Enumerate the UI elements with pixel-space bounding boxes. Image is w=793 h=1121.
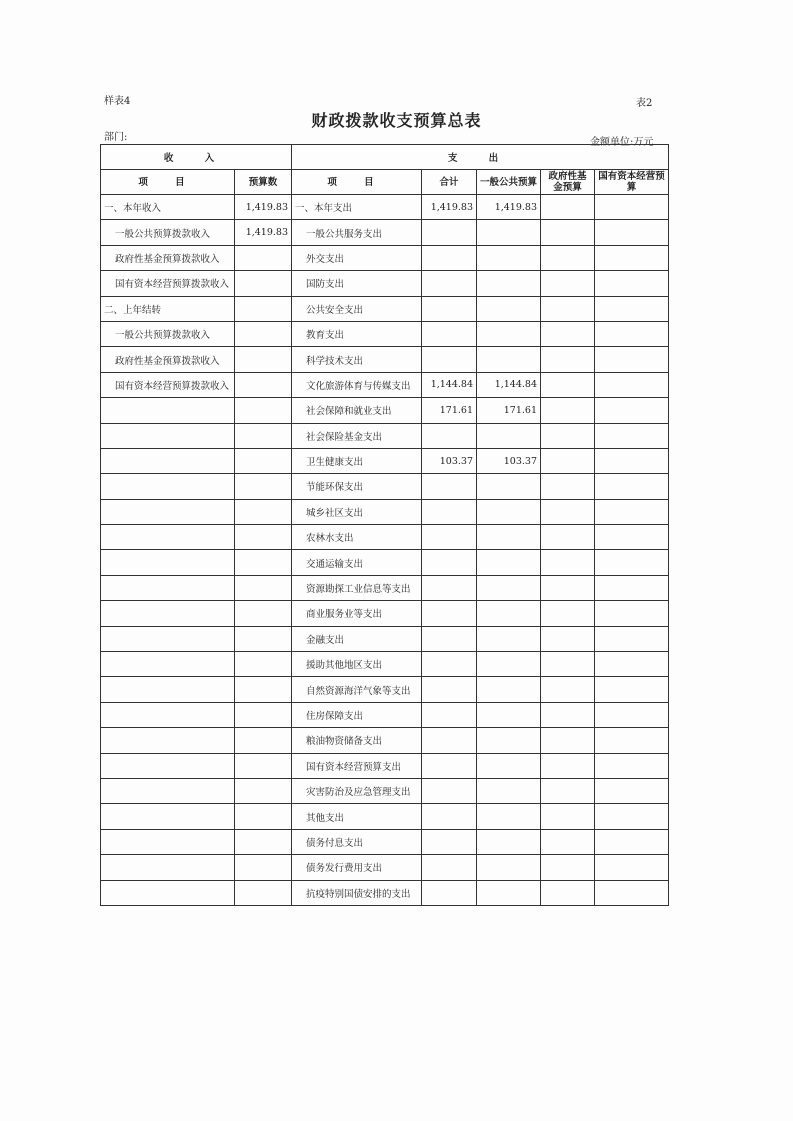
income-amount: [235, 829, 292, 854]
expense-general: 171.61: [477, 398, 541, 423]
income-amount: [235, 677, 292, 702]
income-amount: [235, 372, 292, 397]
income-item: 一般公共预算拨款收入: [101, 321, 235, 346]
income-item: [101, 499, 235, 524]
expense-total: [422, 423, 477, 448]
department-label: 部门:: [104, 132, 128, 143]
income-amount: [235, 499, 292, 524]
income-amount: [235, 753, 292, 778]
table-number: 表2: [636, 98, 653, 109]
expense-general: [477, 525, 541, 550]
income-amount: [235, 652, 292, 677]
income-item: 一、本年收入: [101, 195, 235, 220]
income-amount: 1,419.83: [235, 195, 292, 220]
expense-item: 一、本年支出: [292, 195, 422, 220]
table-row: [101, 753, 669, 778]
expense-gov-fund: [541, 398, 595, 423]
expense-item: 教育支出: [292, 321, 422, 346]
expense-state-capital: [595, 702, 669, 727]
expense-general: 103.37: [477, 448, 541, 473]
income-item: [101, 753, 235, 778]
expense-general: [477, 626, 541, 651]
expense-general: [477, 652, 541, 677]
expense-state-capital: [595, 855, 669, 880]
income-amount: [235, 398, 292, 423]
budget-table: [100, 144, 669, 906]
expense-state-capital: [595, 271, 669, 296]
expense-state-capital: [595, 220, 669, 245]
income-item: [101, 880, 235, 905]
expense-total: [422, 575, 477, 600]
income-amount: [235, 702, 292, 727]
expense-state-capital: [595, 398, 669, 423]
income-amount: [235, 347, 292, 372]
expense-gov-fund: [541, 525, 595, 550]
table-row: [101, 296, 669, 321]
expense-gov-fund: [541, 652, 595, 677]
income-item: 一般公共预算拨款收入: [101, 220, 235, 245]
expense-general: [477, 271, 541, 296]
expense-total: [422, 778, 477, 803]
expense-gov-fund: [541, 601, 595, 626]
income-amount: [235, 728, 292, 753]
expense-gov-fund: [541, 271, 595, 296]
expense-state-capital: [595, 601, 669, 626]
expense-item: 节能环保支出: [292, 474, 422, 499]
expense-state-capital: [595, 804, 669, 829]
income-item: [101, 525, 235, 550]
income-amount: [235, 626, 292, 651]
expense-state-capital: [595, 347, 669, 372]
expense-item: 其他支出: [292, 804, 422, 829]
table-row: [101, 499, 669, 524]
col-expense-item: 项 目: [292, 170, 422, 195]
expense-total: [422, 474, 477, 499]
expense-item: 卫生健康支出: [292, 448, 422, 473]
expense-total: [422, 829, 477, 854]
table-row: [101, 220, 669, 245]
expense-total: 171.61: [422, 398, 477, 423]
unit-label: 金额单位:万元: [590, 137, 654, 148]
income-amount: [235, 245, 292, 270]
expense-general: [477, 829, 541, 854]
expense-general: [477, 321, 541, 346]
table-row: [101, 652, 669, 677]
expense-general: [477, 245, 541, 270]
expense-gov-fund: [541, 195, 595, 220]
income-item: [101, 423, 235, 448]
expense-state-capital: [595, 677, 669, 702]
income-amount: [235, 474, 292, 499]
expense-item: 债务发行费用支出: [292, 855, 422, 880]
income-amount: [235, 525, 292, 550]
income-item: [101, 626, 235, 651]
expense-state-capital: [595, 474, 669, 499]
income-item: [101, 550, 235, 575]
expense-gov-fund: [541, 321, 595, 346]
income-amount: 1,419.83: [235, 220, 292, 245]
expense-item: 外交支出: [292, 245, 422, 270]
expense-total: [422, 652, 477, 677]
expense-state-capital: [595, 245, 669, 270]
expense-total: [422, 728, 477, 753]
expense-item: 资源勘探工业信息等支出: [292, 575, 422, 600]
expense-item: 抗疫特别国债安排的支出: [292, 880, 422, 905]
expense-general: [477, 677, 541, 702]
income-item: [101, 652, 235, 677]
expense-general: [477, 474, 541, 499]
table-row: [101, 855, 669, 880]
table-row: [101, 398, 669, 423]
expense-total: 103.37: [422, 448, 477, 473]
col-state-capital: 国有资本经营预算: [595, 170, 669, 195]
col-general: 一般公共预算: [477, 170, 541, 195]
expense-item: 社会保险基金支出: [292, 423, 422, 448]
expense-gov-fund: [541, 550, 595, 575]
expense-state-capital: [595, 423, 669, 448]
expense-gov-fund: [541, 702, 595, 727]
table-row: [101, 575, 669, 600]
expense-gov-fund: [541, 448, 595, 473]
expense-total: 1,144.84: [422, 372, 477, 397]
expense-state-capital: [595, 499, 669, 524]
expense-general: 1,419.83: [477, 195, 541, 220]
income-amount: [235, 855, 292, 880]
expense-total: [422, 601, 477, 626]
expense-total: [422, 855, 477, 880]
expense-general: [477, 347, 541, 372]
page-title: 财政拨款收支预算总表: [311, 111, 482, 130]
table-row: [101, 372, 669, 397]
table-row: [101, 677, 669, 702]
income-item: [101, 829, 235, 854]
expense-gov-fund: [541, 855, 595, 880]
expense-state-capital: [595, 829, 669, 854]
expense-gov-fund: [541, 220, 595, 245]
table-row: [101, 702, 669, 727]
expense-state-capital: [595, 195, 669, 220]
expense-general: [477, 601, 541, 626]
expense-state-capital: [595, 448, 669, 473]
income-amount: [235, 601, 292, 626]
expense-state-capital: [595, 525, 669, 550]
income-amount: [235, 271, 292, 296]
income-item: 国有资本经营预算拨款收入: [101, 372, 235, 397]
expense-general: [477, 728, 541, 753]
table-row: [101, 423, 669, 448]
expense-state-capital: [595, 652, 669, 677]
expense-total: [422, 880, 477, 905]
expense-item: 一般公共服务支出: [292, 220, 422, 245]
table-row: [101, 829, 669, 854]
expense-item: 金融支出: [292, 626, 422, 651]
expense-total: 1,419.83: [422, 195, 477, 220]
expense-gov-fund: [541, 753, 595, 778]
table-row: [101, 778, 669, 803]
expense-item: 住房保障支出: [292, 702, 422, 727]
expense-general: [477, 702, 541, 727]
expense-general: [477, 804, 541, 829]
sample-label: 样表4: [104, 96, 131, 107]
expense-total: [422, 271, 477, 296]
expense-total: [422, 702, 477, 727]
expense-total: [422, 550, 477, 575]
table-row: [101, 321, 669, 346]
expense-total: [422, 296, 477, 321]
expense-state-capital: [595, 550, 669, 575]
expense-item: 国有资本经营预算支出: [292, 753, 422, 778]
expense-item: 商业服务业等支出: [292, 601, 422, 626]
col-total: 合计: [422, 170, 477, 195]
expense-gov-fund: [541, 347, 595, 372]
expense-item: 社会保障和就业支出: [292, 398, 422, 423]
expense-item: 粮油物资储备支出: [292, 728, 422, 753]
expense-gov-fund: [541, 474, 595, 499]
expense-general: [477, 778, 541, 803]
expense-gov-fund: [541, 245, 595, 270]
expense-general: [477, 880, 541, 905]
expense-item: 科学技术支出: [292, 347, 422, 372]
table-row: [101, 525, 669, 550]
table-row: [101, 550, 669, 575]
table-row: [101, 601, 669, 626]
income-header: 收 入: [101, 145, 292, 170]
expense-state-capital: [595, 626, 669, 651]
income-amount: [235, 804, 292, 829]
expense-state-capital: [595, 372, 669, 397]
col-income-item: 项 目: [101, 170, 235, 195]
table-row: [101, 448, 669, 473]
expense-total: [422, 753, 477, 778]
expense-gov-fund: [541, 499, 595, 524]
income-item: [101, 778, 235, 803]
table-row: [101, 880, 669, 905]
income-item: [101, 398, 235, 423]
table-row: [101, 728, 669, 753]
expense-gov-fund: [541, 728, 595, 753]
expense-total: [422, 499, 477, 524]
income-item: [101, 804, 235, 829]
expense-item: 交通运输支出: [292, 550, 422, 575]
table-row: [101, 271, 669, 296]
expense-total: [422, 347, 477, 372]
income-amount: [235, 321, 292, 346]
expense-general: [477, 855, 541, 880]
expense-item: 债务付息支出: [292, 829, 422, 854]
income-item: 政府性基金预算拨款收入: [101, 347, 235, 372]
expense-item: 自然资源海洋气象等支出: [292, 677, 422, 702]
income-item: 国有资本经营预算拨款收入: [101, 271, 235, 296]
expense-general: [477, 575, 541, 600]
income-amount: [235, 448, 292, 473]
expense-total: [422, 220, 477, 245]
expense-total: [422, 245, 477, 270]
expense-item: 文化旅游体育与传媒支出: [292, 372, 422, 397]
expense-gov-fund: [541, 778, 595, 803]
col-budget: 预算数: [235, 170, 292, 195]
expense-general: 1,144.84: [477, 372, 541, 397]
income-item: [101, 702, 235, 727]
expense-gov-fund: [541, 829, 595, 854]
expense-general: [477, 296, 541, 321]
table-row: [101, 347, 669, 372]
income-item: [101, 728, 235, 753]
table-row: [101, 474, 669, 499]
income-amount: [235, 778, 292, 803]
income-item: 政府性基金预算拨款收入: [101, 245, 235, 270]
expense-item: 农林水支出: [292, 525, 422, 550]
expense-gov-fund: [541, 423, 595, 448]
expense-state-capital: [595, 575, 669, 600]
expense-gov-fund: [541, 880, 595, 905]
expense-total: [422, 321, 477, 346]
col-gov-fund: 政府性基金预算: [541, 170, 595, 195]
expense-total: [422, 804, 477, 829]
income-item: [101, 474, 235, 499]
expense-state-capital: [595, 753, 669, 778]
income-item: [101, 855, 235, 880]
income-amount: [235, 880, 292, 905]
income-amount: [235, 296, 292, 321]
expense-gov-fund: [541, 372, 595, 397]
expense-gov-fund: [541, 677, 595, 702]
expense-gov-fund: [541, 575, 595, 600]
expense-item: 城乡社区支出: [292, 499, 422, 524]
expense-state-capital: [595, 880, 669, 905]
expense-total: [422, 525, 477, 550]
expense-general: [477, 753, 541, 778]
table-row: [101, 245, 669, 270]
expense-header: 支 出: [292, 145, 669, 170]
expense-item: 灾害防治及应急管理支出: [292, 778, 422, 803]
expense-total: [422, 677, 477, 702]
table-row: [101, 804, 669, 829]
expense-total: [422, 626, 477, 651]
income-amount: [235, 423, 292, 448]
expense-gov-fund: [541, 626, 595, 651]
expense-state-capital: [595, 321, 669, 346]
expense-general: [477, 550, 541, 575]
expense-general: [477, 220, 541, 245]
table-row: [101, 195, 669, 220]
expense-general: [477, 423, 541, 448]
income-item: [101, 601, 235, 626]
income-amount: [235, 575, 292, 600]
table-row: [101, 626, 669, 651]
income-item: [101, 448, 235, 473]
expense-gov-fund: [541, 296, 595, 321]
expense-state-capital: [595, 296, 669, 321]
expense-item: 援助其他地区支出: [292, 652, 422, 677]
expense-item: 国防支出: [292, 271, 422, 296]
expense-state-capital: [595, 778, 669, 803]
income-item: 二、上年结转: [101, 296, 235, 321]
income-item: [101, 677, 235, 702]
income-amount: [235, 550, 292, 575]
expense-general: [477, 499, 541, 524]
expense-item: 公共安全支出: [292, 296, 422, 321]
income-item: [101, 575, 235, 600]
expense-state-capital: [595, 728, 669, 753]
expense-gov-fund: [541, 804, 595, 829]
